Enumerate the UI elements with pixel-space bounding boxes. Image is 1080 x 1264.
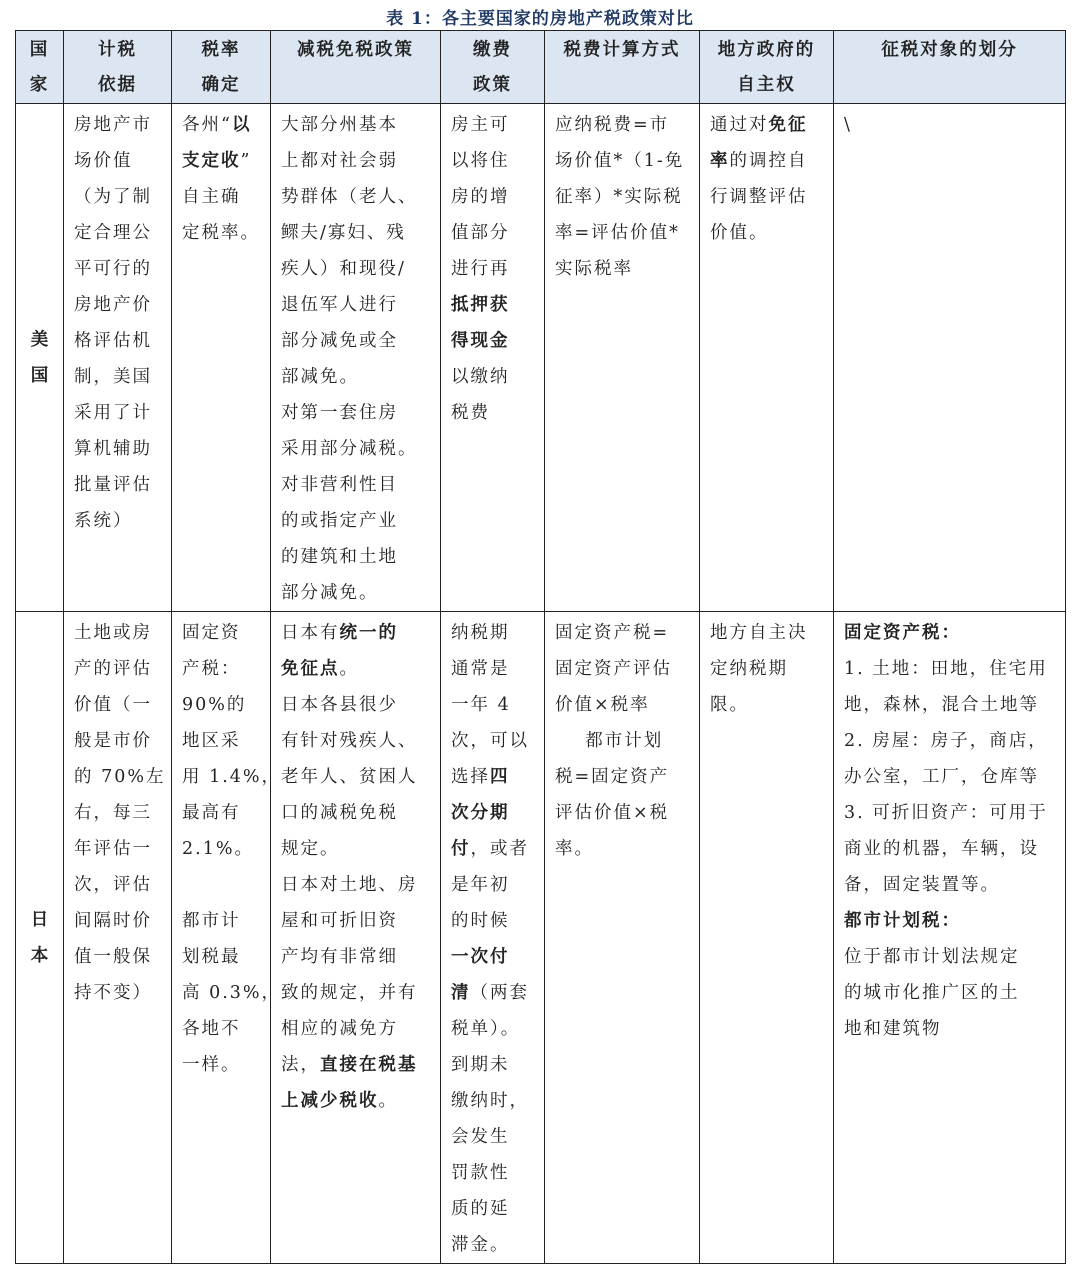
text-segment: 备，固定装置等。 bbox=[844, 875, 1000, 895]
cell-line bbox=[281, 539, 430, 575]
bold-text-segment: 次分期 bbox=[451, 803, 510, 823]
bold-text-segment: 以 bbox=[231, 115, 252, 135]
bold-text-segment: 四 bbox=[490, 767, 510, 787]
cell-line: 算机辅助 bbox=[74, 439, 152, 459]
cell-line bbox=[281, 1047, 430, 1083]
cell-line bbox=[182, 687, 260, 723]
text-segment: 滞金。 bbox=[451, 1235, 510, 1255]
cell-line bbox=[182, 975, 282, 1011]
text-segment: 的城市化推广区的土 bbox=[844, 983, 1020, 1003]
text-segment: 进行再 bbox=[451, 259, 510, 279]
cell-line: 都市计划 bbox=[555, 731, 664, 751]
text-segment: 限。 bbox=[710, 695, 749, 715]
cell-line: 制，美国 bbox=[74, 367, 152, 387]
text-segment: 部分减免或全 bbox=[281, 331, 398, 351]
cell-line bbox=[281, 723, 430, 759]
cell-line bbox=[451, 323, 534, 359]
cell-line bbox=[844, 651, 1055, 687]
text-segment: 罚款性 bbox=[451, 1163, 510, 1183]
text-segment: 都市计 bbox=[182, 911, 241, 931]
text-segment: 的时候 bbox=[451, 911, 510, 931]
cell-line bbox=[281, 651, 430, 687]
text-segment: 日本对土地、房 bbox=[281, 875, 418, 895]
cell-line: 率。 bbox=[555, 839, 594, 859]
cell-payment-policy-jp bbox=[441, 612, 545, 1264]
text-segment: 地，森林，混合土地等 bbox=[844, 695, 1039, 715]
text-segment: 大部分州基本 bbox=[281, 115, 398, 135]
cell-payment-policy-us bbox=[441, 104, 545, 612]
text-segment: 定纳税期 bbox=[710, 659, 788, 679]
cell-line bbox=[451, 251, 534, 287]
text-segment: 2.1%。 bbox=[182, 839, 254, 859]
text-segment: 3. 可折旧资产：可用于 bbox=[844, 803, 1048, 823]
bold-text-segment: 上减少税收 bbox=[281, 1091, 379, 1111]
cell-line bbox=[451, 759, 534, 795]
text-segment: 地方自主决 bbox=[710, 623, 808, 643]
country-cell-jp: 日 本 bbox=[16, 612, 64, 1264]
cell-calculation-jp bbox=[545, 612, 700, 1264]
cell-line bbox=[281, 215, 430, 251]
cell-line: （为了制 bbox=[74, 187, 152, 207]
table-row-us bbox=[16, 104, 1066, 612]
cell-line bbox=[844, 723, 1055, 759]
cell-line bbox=[182, 1011, 260, 1047]
cell-line: 场价值 bbox=[74, 151, 133, 171]
text-segment: 以将住 bbox=[451, 151, 510, 171]
text-segment: 对非营利性目 bbox=[281, 475, 398, 495]
text-segment: 采用部分减税。 bbox=[281, 439, 418, 459]
cell-line bbox=[281, 1011, 430, 1047]
text-segment: 纳税期 bbox=[451, 623, 510, 643]
text-segment: 通过对 bbox=[710, 115, 769, 135]
text-segment: 一样。 bbox=[182, 1055, 241, 1075]
cell-line: 系统） bbox=[74, 511, 133, 531]
cell-line bbox=[844, 795, 1055, 831]
cell-line: 持不变） bbox=[74, 983, 152, 1003]
header-local-autonomy: 地方政府的 自主权 bbox=[700, 31, 834, 104]
cell-line: 房地产市 bbox=[74, 115, 152, 135]
cell-line: 产的评估 bbox=[74, 659, 152, 679]
text-segment: 缴纳时， bbox=[451, 1091, 529, 1111]
cell-line bbox=[451, 1191, 534, 1227]
cell-line bbox=[281, 575, 430, 611]
cell-tax-basis-jp bbox=[64, 612, 172, 1264]
cell-line bbox=[182, 1047, 260, 1083]
cell-line bbox=[281, 467, 430, 503]
text-segment: 用 1.4%， bbox=[182, 767, 282, 787]
cell-line bbox=[182, 867, 260, 903]
cell-line bbox=[182, 143, 260, 179]
text-segment: 划税最 bbox=[182, 947, 241, 967]
text-segment: 1. 土地：田地，住宅用 bbox=[844, 659, 1048, 679]
text-segment: 各州“ bbox=[182, 115, 232, 135]
text-segment: 固定资 bbox=[182, 623, 241, 643]
cell-line bbox=[451, 867, 534, 903]
text-segment: 90%的 bbox=[182, 695, 247, 715]
cell-line bbox=[710, 615, 823, 651]
cell-line bbox=[710, 143, 823, 179]
cell-tax-rate-jp bbox=[172, 612, 282, 1264]
text-segment: 疾人）和现役/ bbox=[281, 259, 406, 279]
cell-line bbox=[281, 795, 430, 831]
header-payment-policy: 缴费 政策 bbox=[441, 31, 545, 104]
cell-line bbox=[281, 323, 430, 359]
bold-text-segment: 免征点 bbox=[281, 659, 340, 679]
cell-line: 值一般保 bbox=[74, 947, 152, 967]
bold-text-segment: 免征 bbox=[768, 115, 808, 135]
cell-line bbox=[281, 939, 430, 975]
header-tax-basis: 计税 依据 bbox=[64, 31, 172, 104]
text-segment bbox=[182, 875, 190, 895]
cell-line: 次，评估 bbox=[74, 875, 152, 895]
cell-line bbox=[451, 215, 534, 251]
cell-line bbox=[451, 795, 534, 831]
cell-line bbox=[451, 651, 534, 687]
text-segment: 次，可以 bbox=[451, 731, 529, 751]
text-segment: 规定。 bbox=[281, 839, 340, 859]
text-segment: 的调控自 bbox=[729, 151, 808, 171]
text-segment: 定税率。 bbox=[182, 223, 260, 243]
bold-text-segment: 固定资产税： bbox=[844, 623, 961, 643]
text-segment: 老年人、贫困人 bbox=[281, 767, 418, 787]
cell-line bbox=[710, 215, 823, 251]
header-calculation: 税费计算方式 bbox=[545, 31, 700, 104]
text-segment: 商业的机器，车辆，设 bbox=[844, 839, 1039, 859]
text-segment: 最高有 bbox=[182, 803, 241, 823]
cell-tax-objects-us bbox=[834, 104, 1066, 612]
text-segment: 会发生 bbox=[451, 1127, 510, 1147]
text-segment: 相应的减免方 bbox=[281, 1019, 398, 1039]
cell-line bbox=[182, 107, 260, 143]
text-segment: 房主可 bbox=[451, 115, 510, 135]
cell-line bbox=[844, 1011, 1055, 1047]
text-segment: 的建筑和土地 bbox=[281, 547, 398, 567]
text-segment: 部减免。 bbox=[281, 367, 359, 387]
cell-line bbox=[451, 1011, 534, 1047]
text-segment: 产均有非常细 bbox=[281, 947, 398, 967]
cell-line bbox=[182, 939, 260, 975]
cell-line bbox=[451, 107, 534, 143]
cell-line bbox=[844, 759, 1055, 795]
cell-line: 间隔时价 bbox=[74, 911, 152, 931]
cell-line bbox=[844, 975, 1055, 1011]
cell-line bbox=[451, 1155, 534, 1191]
cell-local-autonomy-jp bbox=[700, 612, 834, 1264]
cell-local-autonomy-us bbox=[700, 104, 834, 612]
cell-line bbox=[182, 903, 260, 939]
cell-line: 价值×税率 bbox=[555, 695, 650, 715]
cell-line bbox=[451, 143, 534, 179]
text-segment: 税单）。 bbox=[451, 1019, 521, 1039]
cell-tax-objects-jp bbox=[834, 612, 1066, 1264]
cell-tax-rate-us bbox=[172, 104, 271, 612]
cell-line bbox=[451, 1083, 534, 1119]
text-segment: 值部分 bbox=[451, 223, 510, 243]
policy-comparison-table bbox=[15, 30, 1066, 1264]
cell-line bbox=[451, 687, 534, 723]
cell-line: 率=评估价值* bbox=[555, 223, 680, 243]
cell-line: 年评估一 bbox=[74, 839, 152, 859]
cell-line: 采用了计 bbox=[74, 403, 152, 423]
cell-line bbox=[451, 975, 534, 1011]
cell-line bbox=[281, 615, 430, 651]
cell-line bbox=[451, 831, 534, 867]
cell-line bbox=[451, 1047, 534, 1083]
text-segment: 是年初 bbox=[451, 875, 510, 895]
cell-line bbox=[451, 939, 534, 975]
text-segment: 日本各县很少 bbox=[281, 695, 398, 715]
cell-line: 定合理公 bbox=[74, 223, 152, 243]
text-segment: 各地不 bbox=[182, 1019, 241, 1039]
cell-line: 征率）*实际税 bbox=[555, 187, 683, 207]
cell-calculation-us bbox=[545, 104, 700, 612]
text-segment: 行调整评估 bbox=[710, 187, 808, 207]
text-segment: 2. 房屋：房子，商店， bbox=[844, 731, 1048, 751]
cell-line: 固定资产税= bbox=[555, 623, 670, 643]
bold-text-segment: 一次付 bbox=[451, 947, 510, 967]
bold-text-segment: 统一的 bbox=[339, 623, 398, 643]
cell-line: 平可行的 bbox=[74, 259, 152, 279]
text-segment: 选择 bbox=[451, 767, 490, 787]
cell-line: 固定资产评估 bbox=[555, 659, 672, 679]
text-segment: 办公室，工厂，仓库等 bbox=[844, 767, 1039, 787]
cell-line bbox=[281, 179, 430, 215]
bold-text-segment: 得现金 bbox=[451, 331, 510, 351]
text-segment: 退伍军人进行 bbox=[281, 295, 398, 315]
text-segment: \ bbox=[844, 115, 852, 135]
cell-line bbox=[281, 867, 430, 903]
cell-line bbox=[281, 503, 430, 539]
text-segment: 。 bbox=[378, 1091, 398, 1111]
text-segment: 位于都市计划法规定 bbox=[844, 947, 1020, 967]
text-segment: 上都对社会弱 bbox=[281, 151, 398, 171]
cell-line bbox=[182, 795, 260, 831]
text-segment: 法， bbox=[281, 1055, 320, 1075]
cell-line bbox=[844, 939, 1055, 975]
cell-tax-basis-us bbox=[64, 104, 172, 612]
cell-line bbox=[281, 395, 430, 431]
cell-line bbox=[281, 831, 430, 867]
cell-line bbox=[844, 831, 1055, 867]
text-segment: 的或指定产业 bbox=[281, 511, 398, 531]
cell-line bbox=[281, 975, 430, 1011]
text-segment: 势群体（老人、 bbox=[281, 187, 418, 207]
text-segment: 鳏夫/寡妇、残 bbox=[281, 223, 406, 243]
cell-tax-relief-jp bbox=[271, 612, 441, 1264]
cell-line bbox=[451, 1119, 534, 1155]
cell-line bbox=[451, 615, 534, 651]
cell-line: 税=固定资产 bbox=[555, 767, 670, 787]
bold-text-segment: 直接在税基 bbox=[320, 1055, 418, 1075]
text-segment: 有针对残疾人、 bbox=[281, 731, 418, 751]
cell-line bbox=[281, 287, 430, 323]
cell-line bbox=[281, 1083, 430, 1119]
cell-line bbox=[182, 831, 260, 867]
cell-line bbox=[182, 615, 260, 651]
cell-line bbox=[844, 107, 1055, 143]
cell-line bbox=[281, 903, 430, 939]
cell-line: 批量评估 bbox=[74, 475, 152, 495]
table-row-jp bbox=[16, 612, 1066, 1264]
header-row bbox=[16, 31, 1066, 104]
text-segment: 口的减税免税 bbox=[281, 803, 398, 823]
cell-line bbox=[451, 723, 534, 759]
bold-text-segment: 清 bbox=[451, 983, 471, 1003]
text-segment: 。 bbox=[339, 659, 359, 679]
cell-line: 的 70%左 bbox=[74, 767, 166, 787]
cell-line: 格评估机 bbox=[74, 331, 152, 351]
cell-line bbox=[451, 395, 534, 431]
text-segment: 通常是 bbox=[451, 659, 510, 679]
cell-line bbox=[281, 431, 430, 467]
header-country: 国 家 bbox=[16, 31, 64, 104]
table-title: 表 1：各主要国家的房地产税政策对比 bbox=[386, 9, 694, 29]
text-segment: 屋和可折旧资 bbox=[281, 911, 398, 931]
text-segment: 地和建筑物 bbox=[844, 1019, 942, 1039]
text-segment: 部分减免。 bbox=[281, 583, 379, 603]
bold-text-segment: 支定收 bbox=[182, 151, 241, 171]
text-segment: 对第一套住房 bbox=[281, 403, 398, 423]
text-segment: （两套 bbox=[470, 983, 529, 1003]
cell-line: 评估价值×税 bbox=[555, 803, 670, 823]
cell-line bbox=[710, 107, 823, 143]
cell-line bbox=[844, 867, 1055, 903]
cell-line bbox=[844, 903, 1055, 939]
header-tax-objects: 征税对象的划分 bbox=[834, 31, 1066, 104]
cell-line bbox=[281, 251, 430, 287]
cell-line: 般是市价 bbox=[74, 731, 152, 751]
bold-text-segment: 率 bbox=[710, 151, 730, 171]
text-segment: 产税： bbox=[182, 659, 241, 679]
text-segment: 地区采 bbox=[182, 731, 241, 751]
text-segment: 一年 4 bbox=[451, 695, 511, 715]
cell-line bbox=[281, 359, 430, 395]
cell-line: 房地产价 bbox=[74, 295, 152, 315]
cell-line bbox=[451, 1227, 534, 1263]
cell-line: 场价值*（1-免 bbox=[555, 151, 685, 171]
text-segment: 房的增 bbox=[451, 187, 510, 207]
cell-line: 土地或房 bbox=[74, 623, 152, 643]
cell-line bbox=[281, 687, 430, 723]
cell-line: 实际税率 bbox=[555, 259, 633, 279]
cell-tax-relief-us bbox=[271, 104, 441, 612]
cell-line: 应纳税费=市 bbox=[555, 115, 670, 135]
cell-line bbox=[710, 179, 823, 215]
cell-line bbox=[710, 687, 823, 723]
cell-line bbox=[451, 287, 534, 323]
text-segment: 致的规定，并有 bbox=[281, 983, 418, 1003]
bold-text-segment: 抵押获 bbox=[451, 295, 510, 315]
cell-line: 右，每三 bbox=[74, 803, 152, 823]
bold-text-segment: 都市计划税： bbox=[844, 911, 961, 931]
text-segment: 以缴纳 bbox=[451, 367, 510, 387]
cell-line bbox=[182, 651, 260, 687]
text-segment: 日本有 bbox=[281, 623, 340, 643]
cell-line bbox=[182, 215, 260, 251]
text-segment: 质的延 bbox=[451, 1199, 510, 1219]
header-tax-rate: 税率 确定 bbox=[172, 31, 271, 104]
cell-line bbox=[281, 143, 430, 179]
text-segment: 高 0.3%， bbox=[182, 983, 282, 1003]
cell-line bbox=[451, 179, 534, 215]
cell-line bbox=[281, 759, 430, 795]
text-segment: 税费 bbox=[451, 403, 490, 423]
cell-line bbox=[710, 651, 823, 687]
cell-line: 价值（一 bbox=[74, 695, 152, 715]
cell-line bbox=[451, 903, 534, 939]
cell-line bbox=[844, 615, 1055, 651]
text-segment: 价值。 bbox=[710, 223, 769, 243]
cell-line bbox=[844, 687, 1055, 723]
text-segment: ，或者 bbox=[470, 839, 529, 859]
text-segment: 到期未 bbox=[451, 1055, 510, 1075]
bold-text-segment: 付 bbox=[451, 839, 471, 859]
cell-line bbox=[182, 759, 282, 795]
country-cell-us: 美 国 bbox=[16, 104, 64, 612]
cell-line bbox=[182, 723, 260, 759]
text-segment: ” bbox=[240, 151, 252, 171]
header-tax-relief: 减税免税政策 bbox=[271, 31, 441, 104]
cell-line bbox=[182, 179, 260, 215]
cell-line bbox=[451, 359, 534, 395]
cell-line bbox=[281, 107, 430, 143]
text-segment: 自主确 bbox=[182, 187, 241, 207]
